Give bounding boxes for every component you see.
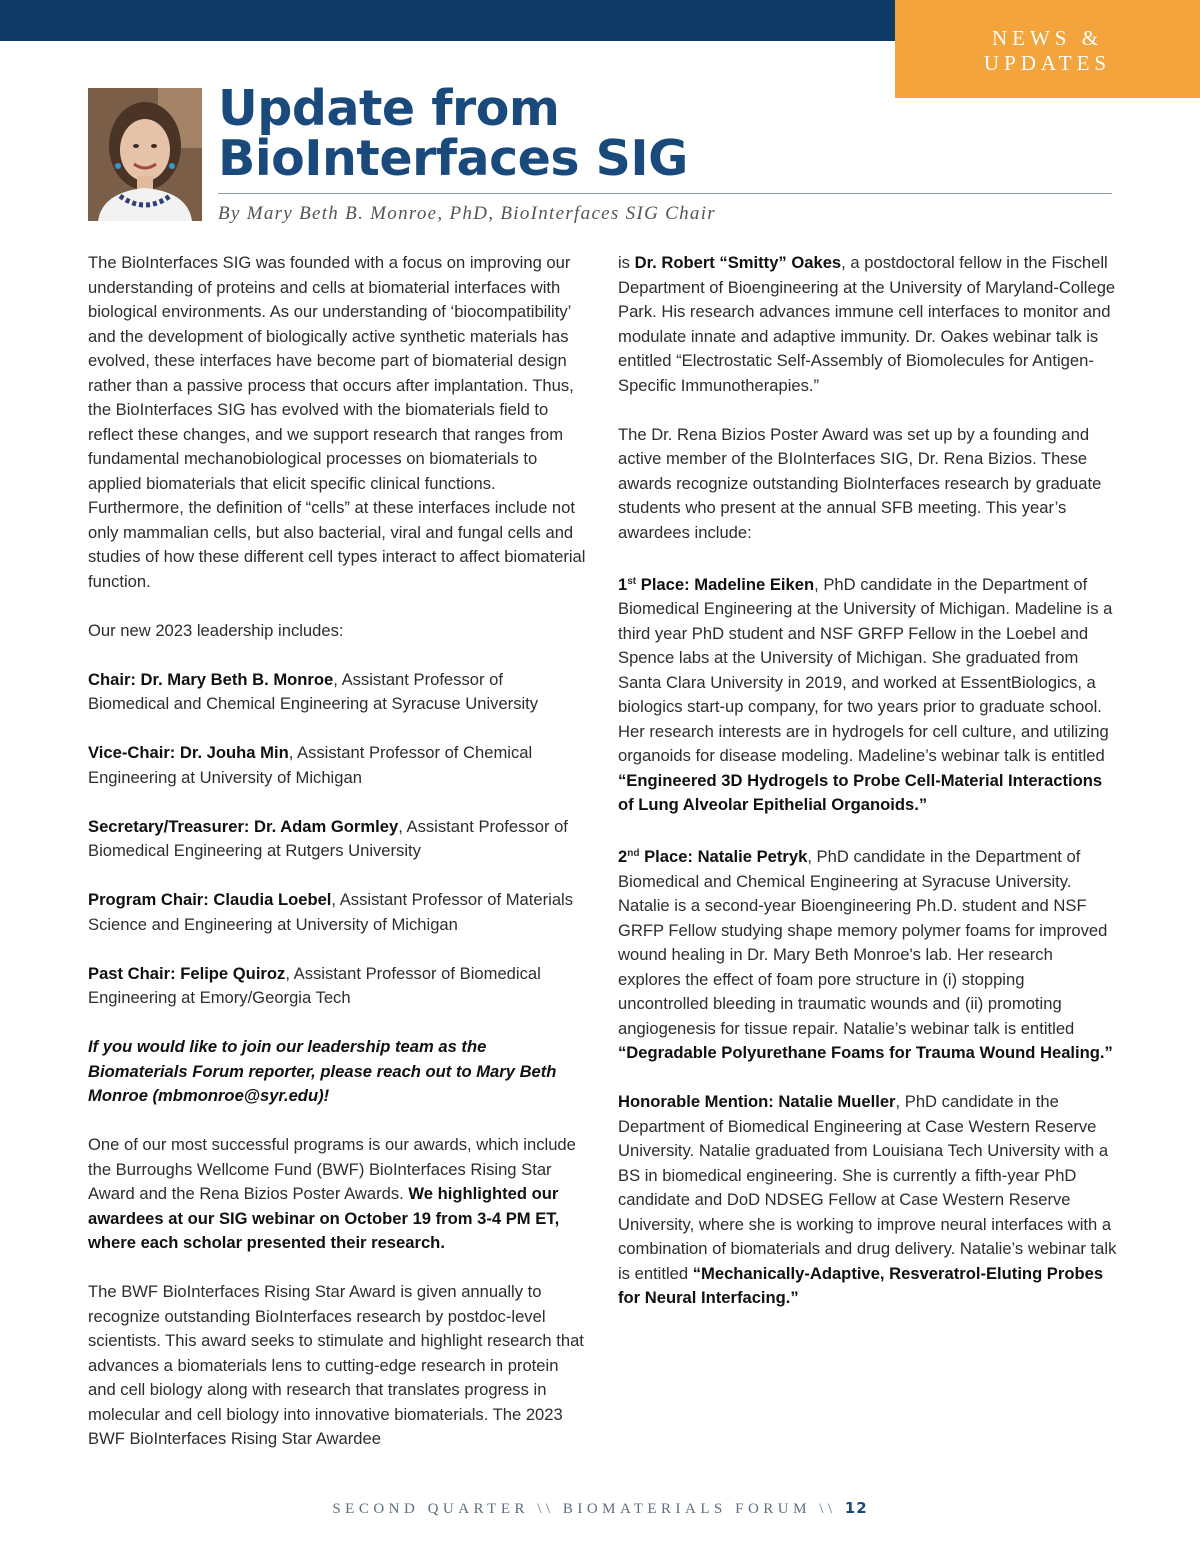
- section-tab-line2: UPDATES: [983, 51, 1112, 75]
- leader-secretary-treasurer: [88, 815, 588, 864]
- author-photo: [88, 88, 202, 221]
- first-place-paragraph: [618, 570, 1118, 818]
- awards-paragraph: [88, 1133, 588, 1256]
- second-place-text: , PhD candidate in the Department of Biomedical and Chemical Engineering at Syracuse University. Natalie is a second-year Bioengineering Ph.D. student and NSF GRFP Fellow studying shape memory polymer foams for improved wound healing in Dr. Mary Beth Monroe's lab. Her research explores the effect of foam pore structure in (i) stopping uncontrolled bleeding in traumatic wounds and (ii) promoting angiogenesis for tissue repair. Natalie’s webinar talk is entitled: [618, 847, 1108, 1038]
- first-place-talk: “Engineered 3D Hydrogels to Probe Cell-Material Interactions of Lung Alveolar Epithelial Organoids.”: [618, 770, 1103, 814]
- title-line-1: Update from: [218, 80, 560, 137]
- second-place-label: Place: Natalie Petryk: [639, 847, 808, 866]
- second-place-talk: “Degradable Polyurethane Foams for Trauma Wound Healing.”: [618, 1043, 1113, 1062]
- leadership-intro: Our new 2023 leadership includes:: [88, 620, 344, 640]
- leader-desc: , Assistant Professor of Biomedical Engineering at Rutgers University: [88, 816, 568, 860]
- page-number: 12: [844, 1499, 868, 1517]
- title-divider: [218, 193, 1112, 194]
- leader-desc: , Assistant Professor of Biomedical and Chemical Engineering at Syracuse University: [88, 669, 539, 713]
- oakes-text: , a postdoctoral fellow in the Fischell Department of Bioengineering at the University of Maryland-College Park. His research advances immune cell interfaces to monitor and modulate innate and adaptive immunity. Dr. Oakes webinar talk is entitled “Electrostatic Self-Assembly of Biomolecules for Antigen-Specific Immunotherapies.”: [618, 253, 1116, 395]
- first-place-sup: st: [627, 575, 637, 587]
- section-tab: [895, 0, 1200, 98]
- intro-paragraph: The BioInterfaces SIG was founded with a focus on improving our understanding of proteins and cells at biomaterial interfaces with biological environments. As our understanding of ‘biocompatibility’ and the development of biologically active synthetic materials has evolved, these interfaces have become part of biomaterial design rather than a passive process that occurs after implantation. Thus, the BioInterfaces SIG has evolved with the biomaterials field to reflect these changes, and we support research that ranges from fundamental mechanobiological processes on biomaterials to applied biomaterials that elicit specific clinical functions. Furthermore, the definition of “cells” at these interfaces include not only mammalian cells, but also bacterial, viral and fungal cells and studies of how these different cell types interact to affect biomaterial function.: [88, 253, 586, 591]
- first-place-label: Place: Madeline Eiken: [636, 574, 815, 594]
- byline: By Mary Beth B. Monroe, PhD, BioInterfaces SIG Chair: [218, 203, 716, 224]
- second-place-paragraph: [618, 842, 1118, 1066]
- second-place-sup: nd: [627, 848, 640, 859]
- leader-desc: , Assistant Professor of Chemical Engineering at University of Michigan: [88, 743, 533, 787]
- oakes-name: Dr. Robert “Smitty” Oakes: [634, 253, 842, 272]
- left-column: [88, 251, 588, 1476]
- oakes-paragraph: [618, 251, 1118, 398]
- second-place-num: 2: [618, 847, 628, 866]
- page-footer: [0, 1499, 1200, 1518]
- poster-award-paragraph: The Dr. Rena Bizios Poster Award was set up by a founding and active member of the BIoInterfaces SIG, Dr. Rena Bizios. These awards recognize outstanding BioInterfaces research by graduate students who present at the annual SFB meeting. This year’s awardees include:: [618, 424, 1102, 542]
- awards-text: One of our most successful programs is our awards, which include the Burroughs Wellcome Fund (BWF) BioInterfaces Rising Star Award and the Rena Bizios Poster Awards.: [88, 1135, 576, 1203]
- leader-role: Past Chair: Felipe Quiroz: [88, 963, 286, 983]
- leader-role: Chair: Dr. Mary Beth B. Monroe: [88, 669, 334, 689]
- honorable-text: , PhD candidate in the Department of Biomedical Engineering at Case Western Reserve University. Natalie graduated from Louisiana Tech University with a BS in biomedical engineering. She is currently a fifth-year PhD candidate and DoD NDSEG Fellow at Case Western Reserve University, where she is working to improve neural interfaces with a combination of biomaterials and drug delivery. Natalie’s webinar talk is entitled: [618, 1092, 1117, 1283]
- footer-text: SECOND QUARTER \\ BIOMATERIALS FORUM \\: [332, 1501, 845, 1517]
- awards-bold: We highlighted our awardees at our SIG webinar on October 19 from 3-4 PM ET, where each scholar presented their research.: [88, 1184, 560, 1252]
- leader-vice-chair: [88, 741, 588, 790]
- leader-chair: [88, 668, 588, 717]
- oakes-pre: is: [618, 253, 635, 272]
- page-title: [218, 80, 688, 187]
- honorable-mention-paragraph: [618, 1090, 1118, 1311]
- title-line-2: BioInterfaces SIG: [218, 130, 688, 187]
- leader-desc: , Assistant Professor of Biomedical Engineering at Emory/Georgia Tech: [88, 963, 541, 1007]
- leader-role: Program Chair: Claudia Loebel: [88, 890, 332, 909]
- bwf-paragraph: The BWF BioInterfaces Rising Star Award is given annually to recognize outstanding BioInterfaces research by postdoc-level scientists. This award seeks to stimulate and highlight research that advances a biomaterials lens to cutting-edge research in protein and cell biology along with research that translates progress in molecular and cell biology into innovative biomaterials. The 2023 BWF BioInterfaces Rising Star Awardee: [88, 1282, 584, 1448]
- right-column: [618, 251, 1118, 1335]
- first-place-num: 1: [618, 574, 628, 594]
- join-callout: If you would like to join our leadership team as the Biomaterials Forum reporter, please reach out to Mary Beth Monroe (mbmonroe@syr.edu)!: [88, 1037, 557, 1105]
- section-tab-line1: NEWS &: [991, 26, 1104, 50]
- honorable-label: Honorable Mention: Natalie Mueller: [618, 1092, 896, 1111]
- first-place-text: , PhD candidate in the Department of Biomedical Engineering at the University of Michigan. Madeline is a third year PhD student and NSF GRFP Fellow in the Loebel and Spence labs at the University of Michigan. She graduated from Santa Clara University in 2019, and worked at EssentBiologics, a biologics start-up company, for two years prior to graduate school. Her research interests are in hydrogels for cell culture, and utilizing organoids for disease modeling. Madeline’s webinar talk is entitled: [618, 574, 1113, 765]
- leader-role: Vice-Chair: Dr. Jouha Min: [88, 743, 289, 762]
- leader-role: Secretary/Treasurer: Dr. Adam Gormley: [88, 816, 399, 836]
- leader-past-chair: [88, 962, 588, 1011]
- honorable-talk: “Mechanically-Adaptive, Resveratrol-Eluting Probes for Neural Interfacing.”: [618, 1263, 1104, 1307]
- leader-program-chair: [88, 888, 588, 937]
- leader-desc: , Assistant Professor of Materials Science and Engineering at University of Michigan: [88, 890, 574, 934]
